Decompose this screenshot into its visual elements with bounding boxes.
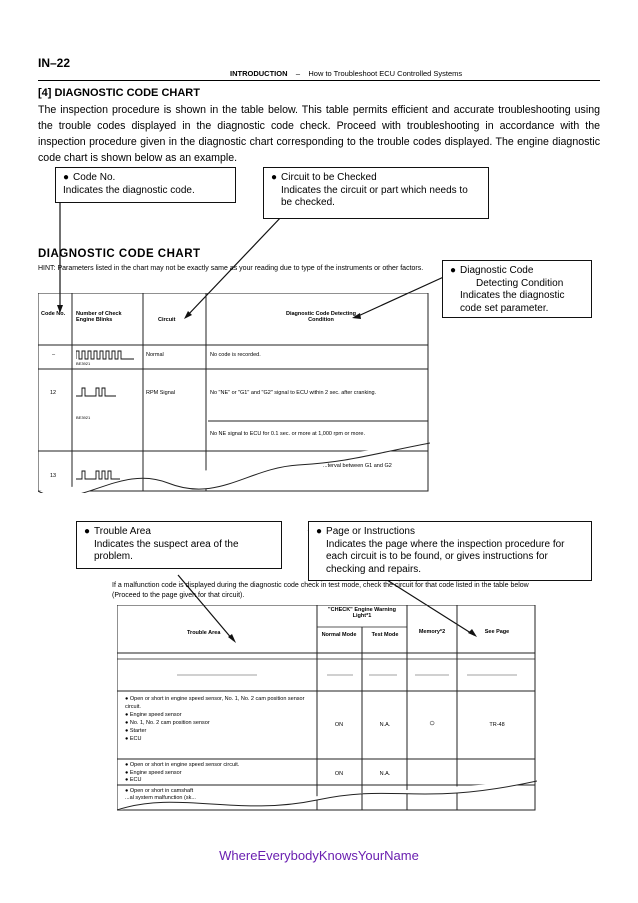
callout-circuit xyxy=(263,167,489,219)
chart1-row1-tag: BE3921 xyxy=(76,361,91,366)
chart2-row1-normal: ON xyxy=(334,722,344,728)
watermark: WhereEverybodyKnowsYourName xyxy=(219,848,419,863)
list-item: ● Starter xyxy=(125,728,147,734)
page-number: IN–22 xyxy=(38,56,71,70)
chart1-row2-circuit: RPM Signal xyxy=(146,390,176,396)
list-item: ● Engine speed sensor xyxy=(125,769,182,776)
chart2-header-test: Test Mode xyxy=(371,632,399,638)
header-subsection: How to Troubleshoot ECU Controlled Systems xyxy=(308,69,463,78)
chart1-row1-code: – xyxy=(52,352,56,358)
callout-code-no xyxy=(55,167,236,203)
blink-pattern-icon xyxy=(76,469,136,481)
section-title: [4] DIAGNOSTIC CODE CHART xyxy=(38,87,200,99)
chart1-row2-tag: BE3921 xyxy=(76,415,91,420)
blink-pattern-icon xyxy=(76,349,136,361)
chart2-row1-test: N.A. xyxy=(379,722,391,728)
chart1-row2-condition: No "NE" or "G1" and "G2" signal to ECU within 2 sec. after cranking. xyxy=(210,390,377,396)
callout-trouble-text: Indicates the suspect area of the problem. xyxy=(94,538,239,562)
callout-code-no-text: Indicates the diagnostic code. xyxy=(63,184,195,196)
callout-condition-text: Indicates the diagnostic code set parameter. xyxy=(460,290,565,314)
bullet-icon: ● xyxy=(63,172,70,183)
chart1-title: DIAGNOSTIC CODE CHART xyxy=(38,248,201,260)
chart2-header-check: "CHECK" Engine Warning Light*1 xyxy=(328,607,396,619)
chart2-row2-normal: ON xyxy=(334,771,344,777)
list-item: ● ECU xyxy=(125,777,142,783)
callout-circuit-title: Circuit to be Checked xyxy=(281,172,377,183)
list-item: ● Engine speed sensor xyxy=(125,712,182,718)
chart1-row2-code: 12 xyxy=(50,390,57,396)
chart1-row4-code: 13 xyxy=(50,473,57,479)
intro-paragraph: The inspection procedure is shown in the table below. This table permits efficient and accurate troubleshooting using the trouble codes displayed in the diagnostic code check. Proceed with troubleshooting in accordance with the inspection procedure given in the diagnostic chart corresponding to the trouble codes displayed. The engine diagnostic code chart is shown below as an example. xyxy=(38,104,600,164)
chart2-row3-items xyxy=(125,788,315,802)
chart2-row2-test: N.A. xyxy=(379,771,391,777)
chart2-header-trouble: Trouble Area xyxy=(187,630,221,636)
chart2-header-normal: Normal Mode xyxy=(321,632,357,638)
chart1-row1-condition: No code is recorded. xyxy=(210,352,261,358)
chart2-row1-items xyxy=(125,695,315,743)
chart2-note: If a malfunction code is displayed during the diagnostic code check in test mode, check the circuit for that code listed in the table below (Proceed to the page given for that circuit). xyxy=(112,582,529,599)
bullet-icon: ● xyxy=(271,172,278,183)
callout-page-title: Page or Instructions xyxy=(326,526,415,537)
callout-page xyxy=(308,521,592,581)
chart1-row4-condition: ...terval between G1 and G2 xyxy=(323,463,392,469)
header-section: INTRODUCTION xyxy=(230,69,288,78)
callout-condition-title2: Detecting Condition xyxy=(476,277,564,289)
chart2-table xyxy=(117,605,537,815)
bullet-icon: ● xyxy=(450,265,457,276)
list-item: ...al system malfunction (sk... xyxy=(125,795,196,801)
callout-trouble-title: Trouble Area xyxy=(94,526,151,537)
chart1-row3-condition: No NE signal to ECU for 0.1 sec. or more at 1,000 rpm or more. xyxy=(210,431,365,437)
chart2-row2-items xyxy=(125,762,315,785)
list-item: ● Open or short in engine speed sensor circuit. xyxy=(125,762,240,768)
bullet-icon: ● xyxy=(84,526,91,537)
chart1-header-condition: Diagnostic Code Detecting Condition xyxy=(286,311,356,323)
chart1-header-code: Code No. xyxy=(41,311,66,317)
blink-pattern-icon xyxy=(76,386,136,398)
chart1-header-blinks: Number of Check Engine Blinks xyxy=(76,311,122,323)
chart2-row1-memory: ○ xyxy=(428,718,436,729)
chart1-header-circuit: Circuit xyxy=(158,317,176,323)
running-header xyxy=(230,69,462,78)
callout-trouble-area xyxy=(76,521,282,569)
callout-condition-title: Diagnostic Code xyxy=(460,265,534,276)
callout-circuit-text: Indicates the circuit or part which needs to be checked. xyxy=(281,184,468,208)
bullet-icon: ● xyxy=(316,526,323,537)
example-figure xyxy=(38,165,600,830)
chart2-header-memory: Memory*2 xyxy=(418,629,446,635)
callout-condition xyxy=(442,260,592,318)
chart1-table xyxy=(38,293,430,493)
chart2-row1-page: TR-48 xyxy=(489,722,505,728)
list-item: ● Open or short in camshaft xyxy=(125,788,194,794)
header-rule xyxy=(38,80,600,81)
header-separator: – xyxy=(295,69,301,78)
list-item: ● ECU xyxy=(125,736,142,742)
list-item: ● No. 1, No. 2 cam position sensor xyxy=(125,720,210,726)
chart1-row1-circuit: Normal xyxy=(146,352,164,358)
callout-code-no-title: Code No. xyxy=(73,172,116,183)
list-item: ● Open or short in engine speed sensor, No. 1, No. 2 cam position sensor circuit. xyxy=(125,696,305,710)
chart1-hint: HINT: Parameters listed in the chart may not be exactly same as your reading due to type of the instruments or other factors. xyxy=(38,265,424,272)
callout-page-text: Indicates the page where the inspection procedure for each circuit is to be found, or gives instructions for checking and repairs. xyxy=(326,538,565,575)
chart2-header-page: See Page xyxy=(484,629,510,635)
